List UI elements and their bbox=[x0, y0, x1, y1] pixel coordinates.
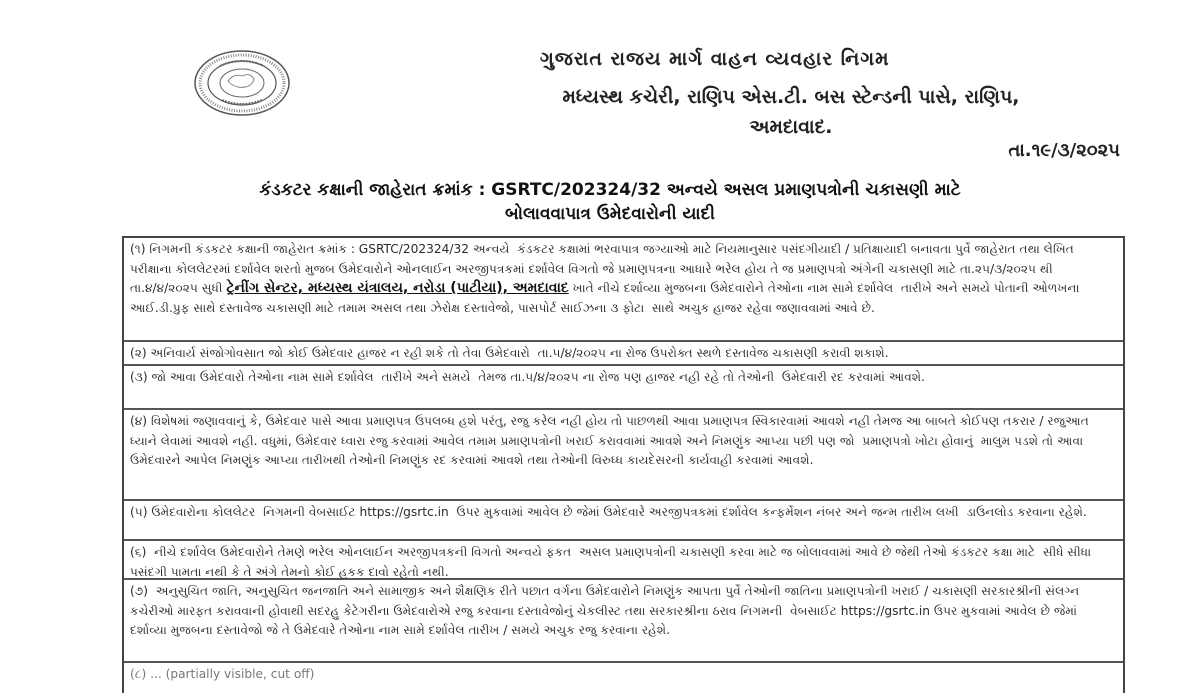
instruction-row-6: (૬) નીચે દર્શાવેલ ઉમેદવારોને તેમણે ભરેલ ઓનલાઈન અરજીપત્રકની વિગતો અન્વયે ફકત અસલ પ્રમાણપત્રોની ચકાસણી કરવા માટે જ બોલાવવામાં આવે છે જેથી તેઓ કંડકટર કક્ષા માટે સીધે સીધા પસંદગી પામતા નથી કે તે અંગે તેમનો કોઈ હકક દાવો રહેતો નથી. bbox=[124, 541, 1123, 580]
notice-date: તા.૧૯/૩/૨૦૨૫ bbox=[1008, 140, 1120, 161]
address-line-1: મધ્યસ્થ કચેરી, રાણિપ એસ.ટી. બસ સ્ટેન્ડની પાસે, રાણિપ, bbox=[562, 86, 1020, 108]
notice-heading-line-2: બોલાવવાપાત્ર ઉમેદવારોની યાદી bbox=[505, 204, 715, 224]
gsrtc-emblem-icon bbox=[192, 48, 292, 118]
organization-address bbox=[476, 82, 1106, 142]
organization-title: ગુજરાત રાજય માર્ગ વાહન વ્યવહાર નિગમ bbox=[540, 48, 890, 70]
instruction-row-7: (૭) અનુસુચિત જાતિ, અનુસુચિત જનજાતિ અને સામાજીક અને શૈક્ષણિક રીતે પછાત વર્ગના ઉમેદવારોને નિમણુંક આપતા પુર્વે તેઓની જાતિના પ્રમાણપત્રોની ખરાઈ / ચકાસણી સરકારશ્રીની સંલગ્ન કચેરીઓ મારફત કરાવવાની હોવાથી સદરહુ કેટેગરીના ઉમેદવારોએ રજુ કરવાના દસ્તાવેજોનું ચેકલીસ્ટ તથા સરકારશ્રીના ઠરાવ નિગમની વેબસાઈટ https://gsrtc.in ઉપર મુકવામાં આવેલ છે જેમાં દર્શાવ્યા મુજબના દસ્તાવેજો જે તે ઉમેદવારે તેઓના નામ સામે દર્શાવેલ તારીખ / સમયે અચુક રજુ કરવાના રહેશે. bbox=[124, 580, 1123, 663]
notice-heading bbox=[120, 178, 1100, 226]
instruction-row-8-partial: (૮) ... (partially visible, cut off) bbox=[130, 667, 315, 681]
instruction-1-text-b: ખાતે નીચે દર્શાવ્યા મુજબના ઉમેદવારોને તેઓના નામ સામે દર્શાવેલ તારીખે અને સમયે પોતાની ઓળખના આઈ.ડી.પ્રુફ સાથે દસ્તાવેજ ચકાસણી માટે તમામ અસલ તથા ઝેરોક્ષ દસ્તાવેજો, પાસપોર્ટ સાઈઝના ૩ ફોટા સાથે અચુક હાજર રહેવા જણાવવામાં આવે છે. bbox=[130, 281, 1084, 315]
notice-heading-line-1: કંડકટર કક્ષાની જાહેરાત ક્રમાંક : GSRTC/202324/32 અન્વયે અસલ પ્રમાણપત્રોની ચકાસણી માટે bbox=[259, 180, 961, 200]
venue-highlight: ટ્રેનીંગ સેન્ટર, મધ્યસ્થ યંત્રાલય, નરોડા (પાટીયા), અમદાવાદ bbox=[226, 280, 569, 296]
instructions-table bbox=[122, 236, 1125, 693]
address-line-2: અમદાવાદ. bbox=[749, 116, 833, 138]
instruction-row-5: (૫) ઉમેદવારોના કોલલેટર નિગમની વેબસાઈટ https://gsrtc.in ઉપર મુકવામાં આવેલ છે જેમાં ઉમેદવારે અરજીપત્રકમાં દર્શાવેલ કન્ફર્મેશન નંબર અને જન્મ તારીખ લખી ડાઉનલોડ કરવાના રહેશે. bbox=[124, 501, 1123, 541]
instruction-1-text-a: (૧) નિગમની કંડકટર કક્ષાની જાહેરાત ક્રમાંક : GSRTC/202324/32 અન્વયે કંડકટર કક્ષામાં ભરવાપાત્ર જગ્યાઓ માટે નિયમાનુસાર પસંદગીયાદી / પ્રતિક્ષાયાદી બનાવતા પુર્વે જાહેરાત તથા લેખિત પરીક્ષાના કોલલેટરમાં દર્શાવેલ શરતો મુજબ ઉમેદવારોને ઓનલાઈન અરજીપત્રકમાં દર્શાવેલ વિગતો જે પ્રમાણપત્રના આધારે ભરેલ હોય તે જ પ્રમાણપત્રો અંગેની ચકાસણી માટે તા.૨૫/૩/૨૦૨૫ થી તા.૪/૪/૨૦૨૫ સુધી bbox=[130, 242, 1078, 295]
instruction-row-2: (૨) અનિવાર્ય સંજોગોવસાત જો કોઈ ઉમેદવાર હાજર ન રહી શકે તો તેવા ઉમેદવારો તા.૫/૪/૨૦૨૫ ના રોજ ઉપરોક્ત સ્થળે દસ્તાવેજ ચકાસણી કરાવી શકાશે. bbox=[124, 342, 1123, 366]
instruction-row-3: (૩) જો આવા ઉમેદવારો તેઓના નામ સામે દર્શાવેલ તારીખે અને સમયે તેમજ તા.૫/૪/૨૦૨૫ ના રોજ પણ હાજર નહી રહે તો તેઓની ઉમેદવારી રદ કરવામાં આવશે. bbox=[124, 366, 1123, 410]
instruction-row-4: (૪) વિશેષમાં જણાવવાનું કે, ઉમેદવાર પાસે આવા પ્રમાણપત્ર ઉપલબ્ધ હશે પરંતુ, રજુ કરેલ નહી હોય તો પાછળથી આવા પ્રમાણપત્ર સ્વિકારવામાં આવશે નહી તેમજ આ બાબતે કોઈપણ તકરાર / રજુઆત ધ્યાને લેવામાં આવશે નહી. વધુમાં, ઉમેદવાર ધ્વારા રજુ કરવામાં આવેલ તમામ પ્રમાણપત્રોની ખરાઈ કરાવવામાં આવશે અને નિમણુંક આપ્યા પછી પણ જો પ્રમાણપત્રો ખોટા હોવાનું માલુમ પડશે તો આવા ઉમેદવારને આપેલ નિમણુંક આપ્યા તારીખથી તેઓની નિમણુંક રદ કરવામાં આવશે તથા તેઓની વિરુધ્ધ કાયદેસરની કાર્યવાહી કરવામાં આવશે. bbox=[124, 410, 1123, 501]
instruction-row-1 bbox=[124, 238, 1123, 342]
